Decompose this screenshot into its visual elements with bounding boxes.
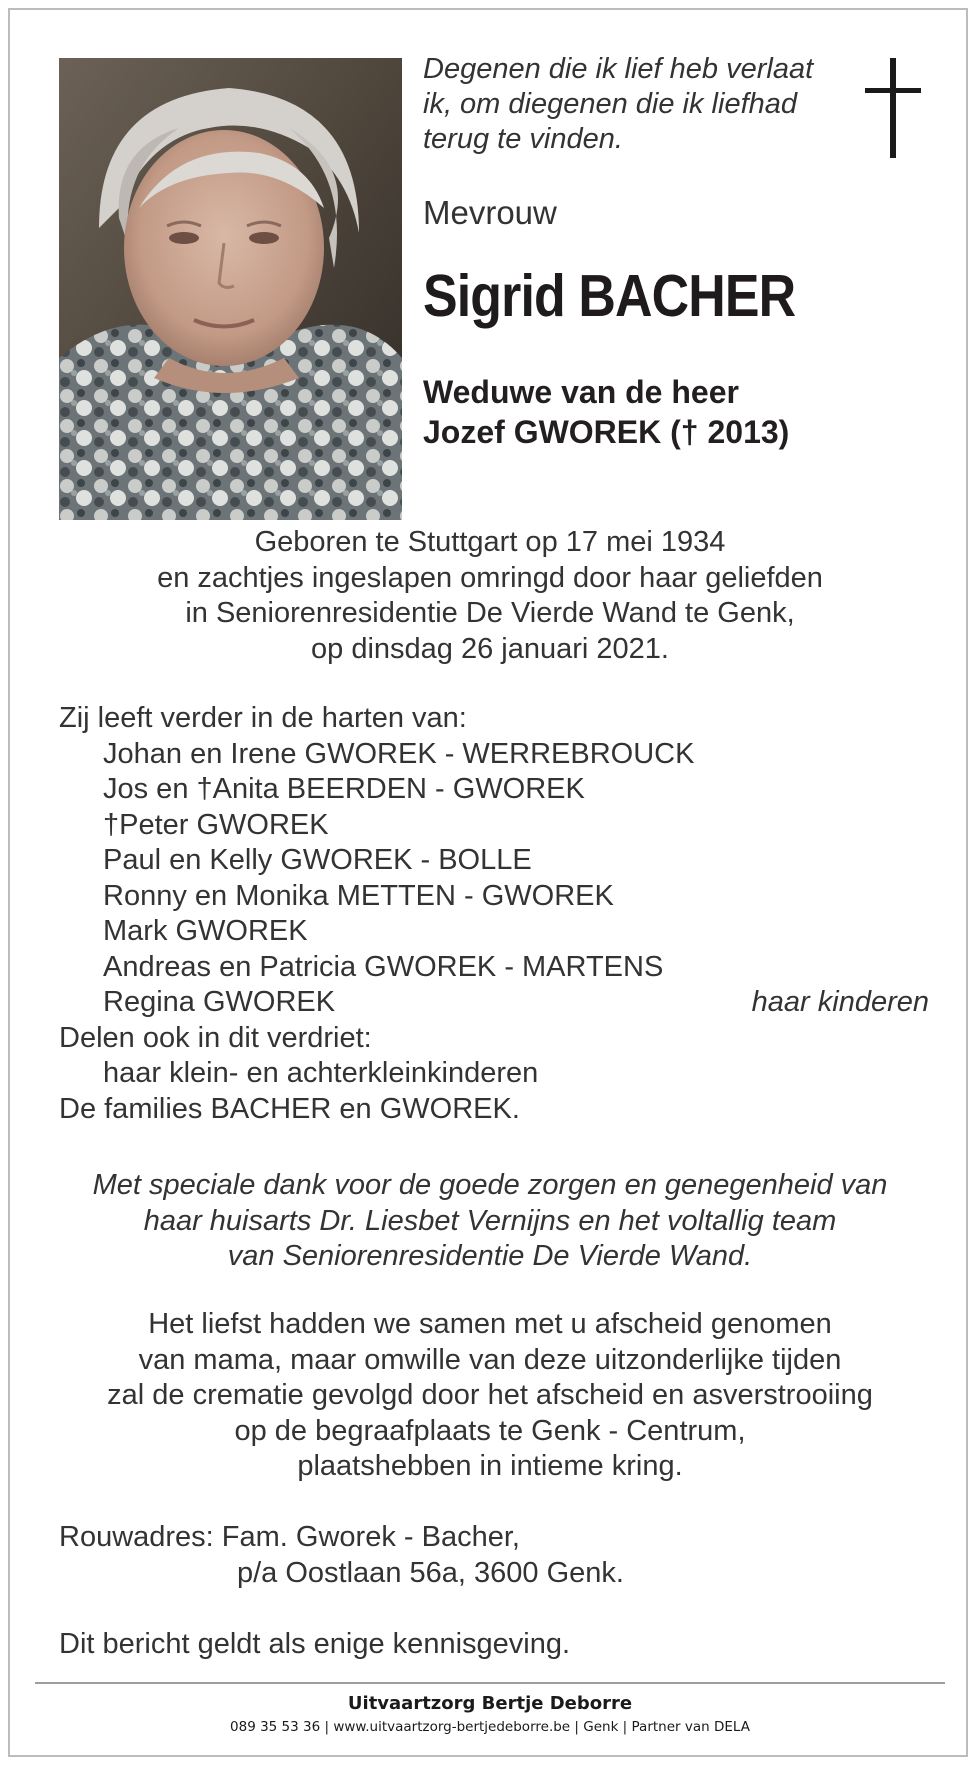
quote-line: ik, om diegenen die ik liefhad xyxy=(423,88,798,120)
child-entry: Andreas en Patricia GWOREK - MARTENS xyxy=(103,950,664,983)
child-entry: †Peter GWOREK xyxy=(103,808,329,841)
child-entry: Ronny en Monika METTEN - GWOREK xyxy=(103,879,614,912)
farewell-line: Het liefst hadden we samen met u afscheid genomen xyxy=(148,1308,832,1340)
family-intro: Zij leeft verder in de harten van: xyxy=(59,702,467,734)
widow-of xyxy=(423,372,789,452)
widow-line: Weduwe van de heer xyxy=(423,374,739,410)
quote-line: terug te vinden. xyxy=(423,123,623,155)
quote-line: Degenen die ik lief heb verlaat xyxy=(423,53,814,85)
deceased-name: Sigrid BACHER xyxy=(423,263,796,329)
farewell-line: plaatshebben in intieme kring. xyxy=(297,1450,683,1482)
birth-death-details xyxy=(100,525,880,667)
portrait-photo xyxy=(59,58,402,520)
farewell-line: op de begraafplaats te Genk - Centrum, xyxy=(234,1414,746,1447)
families-entry: De families BACHER en GWOREK. xyxy=(59,1092,520,1125)
child-entry: Johan en Irene GWOREK - WERREBROUCK xyxy=(103,737,695,770)
children-note: haar kinderen xyxy=(751,986,929,1018)
birth-line: in Seniorenresidentie De Vierde Wand te Genk, xyxy=(185,597,795,629)
birth-line: en zachtjes ingeslapen omringd door haar geliefden xyxy=(157,561,823,594)
memorial-quote xyxy=(423,52,843,157)
grandchildren-entry: haar klein- en achterkleinkinderen xyxy=(103,1057,539,1089)
child-entry-last xyxy=(59,985,929,1021)
birth-line: op dinsdag 26 januari 2021. xyxy=(311,632,669,665)
address-line: p/a Oostlaan 56a, 3600 Genk. xyxy=(237,1557,624,1589)
family-list xyxy=(59,701,929,1127)
thanks-line: Met speciale dank voor de goede zorgen en genegenheid van xyxy=(92,1169,888,1201)
footer-divider xyxy=(35,1682,945,1684)
child-entry: Paul en Kelly GWOREK - BOLLE xyxy=(103,844,532,876)
funeral-home-name: Uitvaartzorg Bertje Deborre xyxy=(347,1693,633,1714)
thanks-line: haar huisarts Dr. Liesbet Vernijns en het voltallig team xyxy=(143,1204,837,1237)
mourning-address xyxy=(59,1519,624,1591)
widow-line: Jozef GWOREK († 2013) xyxy=(423,414,790,450)
funeral-home-contact: 089 35 53 36 | www.uitvaartzorg-bertjedeborre.be | Genk | Partner van DELA xyxy=(230,1719,750,1735)
sharing-intro: Delen ook in dit verdriet: xyxy=(59,1021,372,1054)
child-entry: Mark GWOREK xyxy=(103,915,308,947)
child-entry: Regina GWOREK xyxy=(103,986,336,1018)
farewell-message xyxy=(40,1307,940,1485)
thanks-message xyxy=(40,1168,940,1275)
address-line: Rouwadres: Fam. Gworek - Bacher, xyxy=(59,1521,520,1553)
latin-cross-icon xyxy=(862,58,922,160)
child-entry: Jos en †Anita BEERDEN - GWOREK xyxy=(103,773,585,805)
birth-line: Geboren te Stuttgart op 17 mei 1934 xyxy=(254,526,726,558)
farewell-line: zal de crematie gevolgd door het afscheid en asverstrooiing xyxy=(107,1379,873,1411)
salutation: Mevrouw xyxy=(423,194,557,231)
farewell-line: van mama, maar omwille van deze uitzonderlijke tijden xyxy=(138,1343,842,1376)
thanks-line: van Seniorenresidentie De Vierde Wand. xyxy=(227,1240,753,1272)
notice-statement: Dit bericht geldt als enige kennisgeving. xyxy=(59,1628,571,1660)
